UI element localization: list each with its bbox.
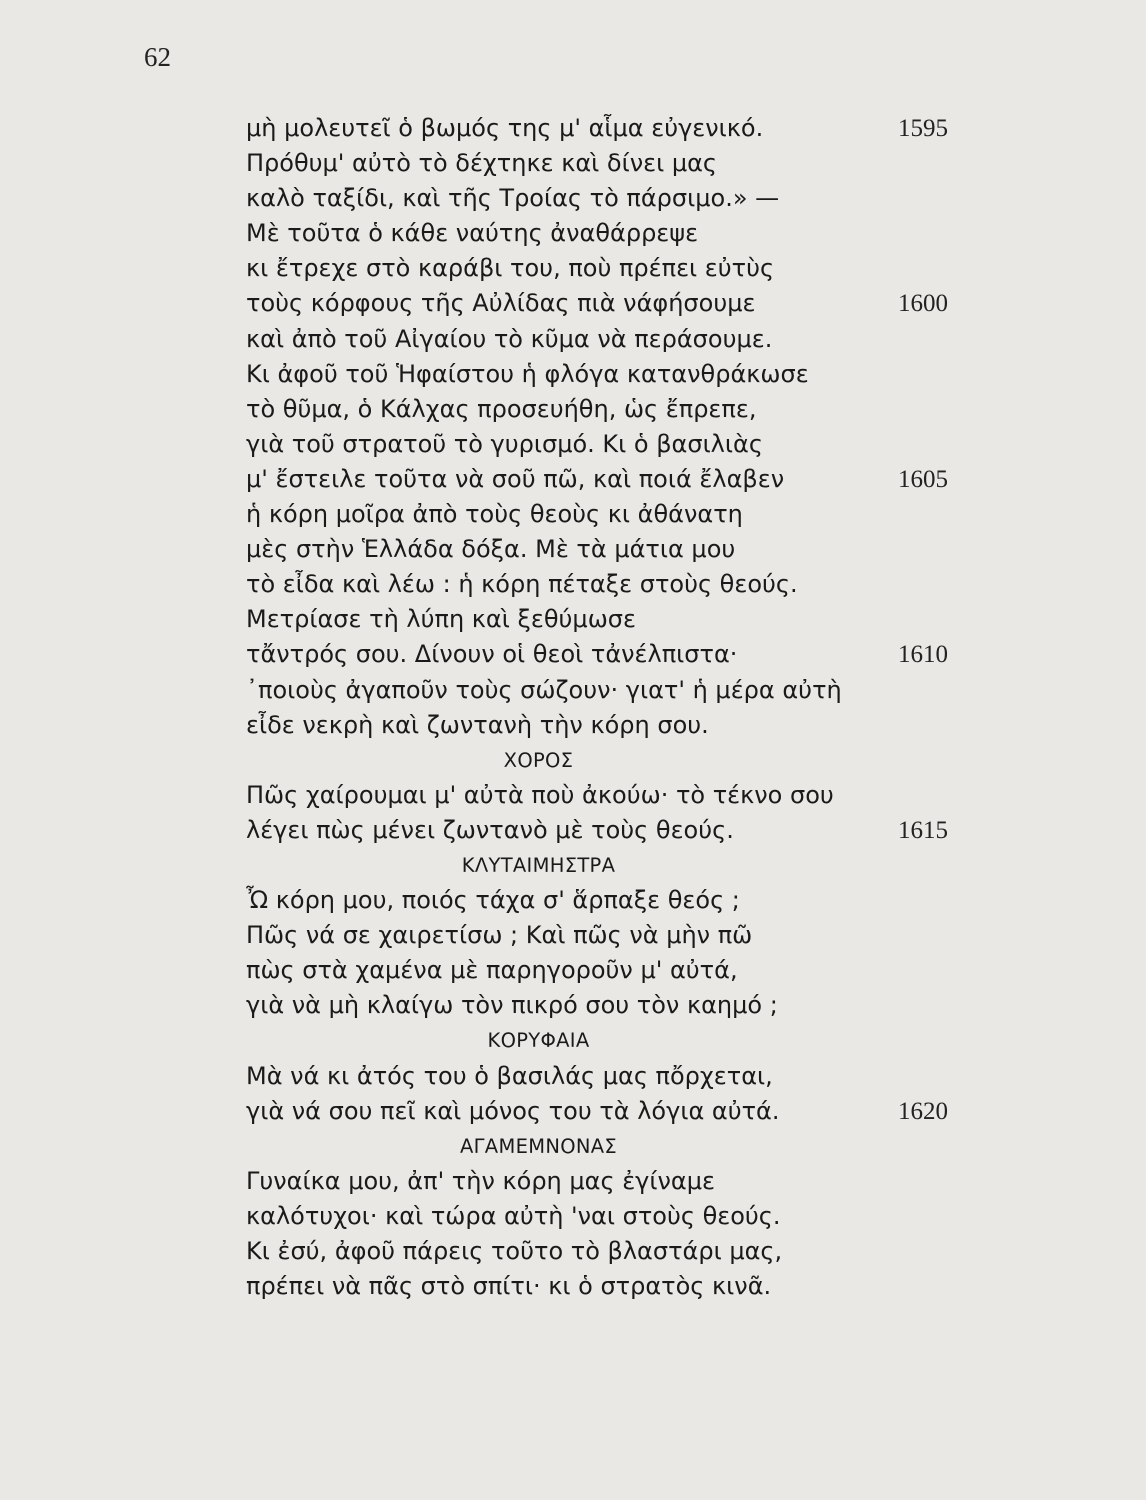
verse-text: Μὲ τοῦτα ὁ κάθε ναύτης ἀναθάρρεψε	[246, 219, 699, 248]
speaker-name: ΑΓΑΜΕΜΝΟΝΑΣ	[460, 1134, 617, 1158]
verse-text: Πρόθυμ' αὐτὸ τὸ δέχτηκε καὶ δίνει μας	[246, 149, 718, 178]
verse-line	[246, 111, 948, 146]
verse-text: γιὰ τοῦ στρατοῦ τὸ γυρισμό. Κι ὁ βασιλιὰς	[246, 429, 763, 458]
line-number: 1615	[898, 816, 948, 844]
verse-text: τὸ εἶδα καὶ λέω : ἡ κόρη πέταξε στοὺς θεούς.	[246, 570, 798, 599]
line-number: 1620	[898, 1097, 948, 1125]
page-number: 62	[144, 42, 171, 72]
verse-line	[246, 251, 906, 286]
speaker-heading	[246, 1023, 831, 1058]
verse-text: καλότυχοι· καὶ τώρα αὐτὴ 'ναι στοὺς θεούς.	[246, 1201, 781, 1230]
line-number: 1600	[898, 290, 948, 318]
verse-text: Πῶς χαίρουμαι μ' αὐτὰ ποὺ ἀκούω· τὸ τέκνο σου	[246, 780, 834, 809]
verse-line	[246, 988, 906, 1023]
verse-text: γιὰ νά σου πεῖ καὶ μόνος του τὰ λόγια αὐτά.	[246, 1096, 780, 1125]
verse-line	[246, 427, 906, 462]
verse-line	[246, 918, 906, 953]
verse-text: ἡ κόρη μοῖρα ἀπὸ τοὺς θεοὺς κι ἀθάνατη	[246, 500, 743, 529]
verse-line	[246, 1199, 906, 1234]
verse-line	[246, 357, 906, 392]
verse-text: Κι ἀφοῦ τοῦ Ἡφαίστου ἡ φλόγα κατανθράκωσε	[246, 359, 809, 388]
speaker-name: ΚΛΥΤΑΙΜΗΣΤΡΑ	[461, 853, 616, 877]
verse-text: Μετρίασε τὴ λύπη καὶ ξεθύμωσε	[246, 605, 636, 634]
verse-text: καὶ ἀπὸ τοῦ Αἰγαίου τὸ κῦμα νὰ περάσουμε.	[246, 324, 773, 353]
verse-line	[246, 813, 948, 848]
speaker-heading	[246, 743, 831, 778]
verse-text: εἶδε νεκρὴ καὶ ζωντανὴ τὴν κόρη σου.	[246, 710, 709, 739]
verse-line	[246, 637, 948, 672]
verse-line	[246, 286, 948, 321]
verse-line	[246, 1234, 906, 1269]
verse-line	[246, 778, 906, 813]
verse-text: μὲς στὴν Ἑλλάδα δόξα. Μὲ τὰ μάτια μου	[246, 535, 736, 564]
line-number: 1605	[898, 465, 948, 493]
verse-line	[246, 953, 906, 988]
verse-text: Μὰ νά κι ἀτός του ὁ βασιλάς μας πὄρχεται,	[246, 1061, 773, 1090]
verse-text: Πῶς νά σε χαιρετίσω ; Καὶ πῶς νὰ μὴν πῶ	[246, 921, 753, 950]
speaker-name: ΧΟΡΟΣ	[503, 748, 574, 772]
verse-text: Ὦ κόρη μου, ποιός τάχα σ' ἅρπαξε θεός ;	[246, 886, 740, 915]
verse-line	[246, 181, 906, 216]
speaker-name: ΚΟΡΥΦΑΙΑ	[487, 1029, 590, 1053]
verse-line	[246, 708, 906, 743]
verse-text: καλὸ ταξίδι, καὶ τῆς Τροίας τὸ πάρσιμο.» —	[246, 184, 780, 213]
line-number: 1595	[898, 115, 948, 142]
verse-line	[246, 462, 948, 497]
verse-line	[246, 567, 906, 602]
verse-text: πρέπει νὰ πᾶς στὸ σπίτι· κι ὁ στρατὸς κινᾶ.	[246, 1272, 772, 1301]
verse-line	[246, 1094, 948, 1129]
line-number: 1610	[898, 641, 948, 669]
verse-text-block	[246, 111, 948, 1304]
verse-text: μὴ μολευτεῖ ὁ βωμός της μ' αἷμα εὐγενικό.	[246, 114, 764, 142]
verse-text: τοὺς κόρφους τῆς Αὐλίδας πιὰ νάφήσουμε	[246, 289, 756, 318]
verse-line	[246, 497, 906, 532]
verse-text: γιὰ νὰ μὴ κλαίγω τὸν πικρό σου τὸν καημό ;	[246, 991, 778, 1020]
verse-line	[246, 1059, 906, 1094]
verse-line	[246, 673, 906, 708]
verse-line	[246, 1269, 906, 1304]
verse-text: τἄντρός σου. Δίνουν οἱ θεοὶ τἀνέλπιστα·	[246, 640, 738, 669]
verse-line	[246, 392, 906, 427]
verse-line	[246, 532, 906, 567]
verse-text: πὼς στὰ χαμένα μὲ παρηγοροῦν μ' αὐτά,	[246, 956, 738, 985]
verse-text: ᾽ποιοὺς ἀγαποῦν τοὺς σώζουν· γιατ' ἡ μέρα αὐτὴ	[246, 675, 842, 704]
verse-line	[246, 322, 906, 357]
verse-text: τὸ θῦμα, ὁ Κάλχας προσευήθη, ὡς ἔπρεπε,	[246, 394, 757, 423]
speaker-heading	[246, 848, 831, 883]
verse-line	[246, 146, 906, 181]
verse-text: μ' ἔστειλε τοῦτα νὰ σοῦ πῶ, καὶ ποιά ἔλαβεν	[246, 464, 785, 493]
verse-line	[246, 1164, 906, 1199]
verse-text: Γυναίκα μου, ἀπ' τὴν κόρη μας ἐγίναμε	[246, 1166, 715, 1195]
verse-text: Κι ἐσύ, ἀφοῦ πάρεις τοῦτο τὸ βλαστάρι μας,	[246, 1237, 783, 1265]
verse-text: λέγει πὼς μένει ζωντανὸ μὲ τοὺς θεούς.	[246, 815, 734, 844]
verse-line	[246, 216, 906, 251]
verse-line	[246, 883, 906, 918]
verse-text: κι ἔτρεχε στὸ καράβι του, ποὺ πρέπει εὐτὺς	[246, 254, 775, 283]
verse-line	[246, 602, 906, 637]
speaker-heading	[246, 1129, 831, 1164]
